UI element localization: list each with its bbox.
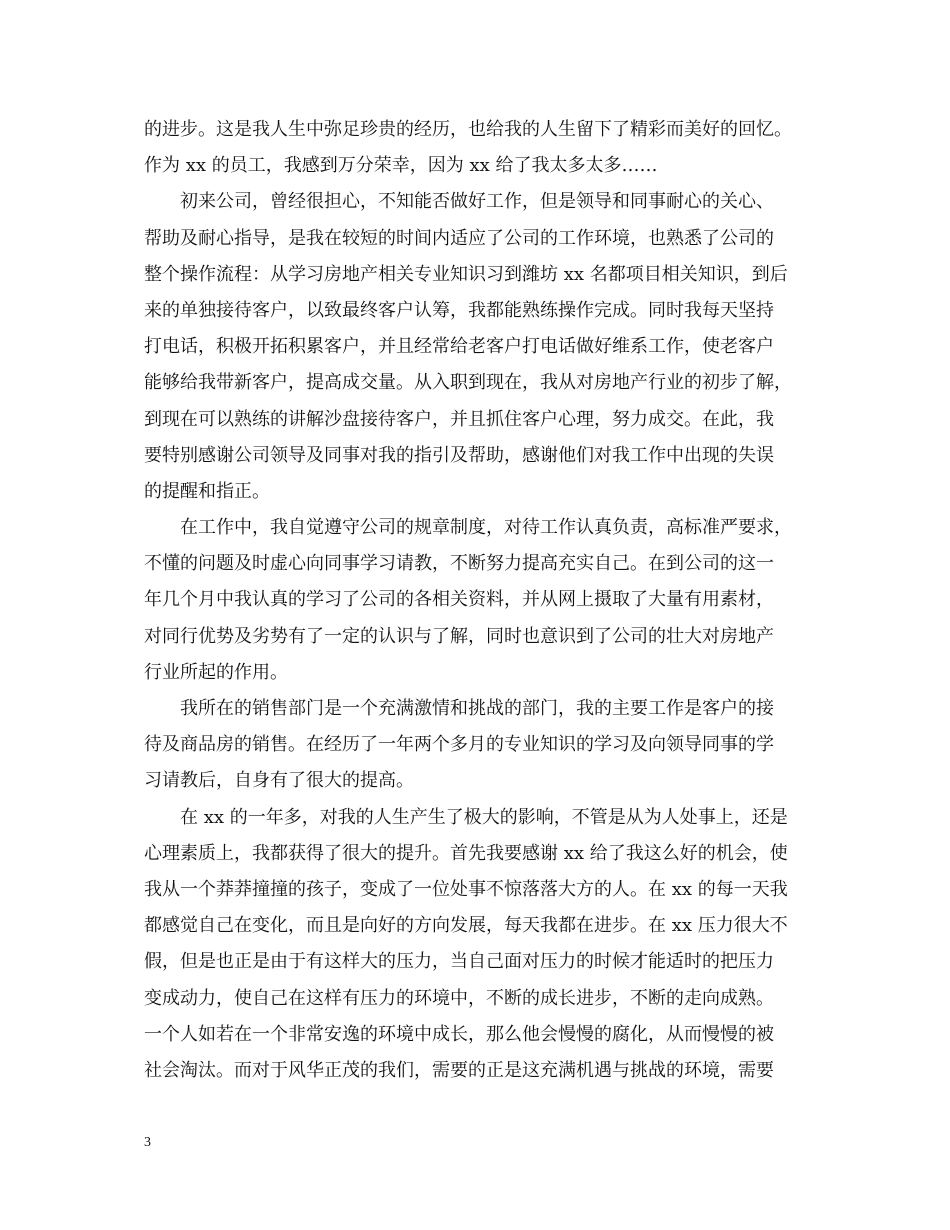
paragraph xyxy=(144,510,808,691)
text-line: 帮助及耐心指导，是我在较短的时间内适应了公司的工作环境，也熟悉了公司的 xyxy=(144,227,774,249)
text-line: 一个人如若在一个非常安逸的环境中成长，那么他会慢慢的腐化，从而慢慢的被 xyxy=(144,1023,774,1045)
text-line: 在 xx 的一年多，对我的人生产生了极大的影响，不管是从为人处事上，还是 xyxy=(180,806,788,828)
text-line: 能够给我带新客户，提高成交量。从入职到现在，我从对房地产行业的初步了解， xyxy=(144,372,792,394)
text-line: 的进步。这是我人生中弥足珍贵的经历，也给我的人生留下了精彩而美好的回忆。 xyxy=(144,119,792,140)
text-line: 习请教后，自身有了很大的提高。 xyxy=(144,770,414,792)
paragraph xyxy=(144,800,808,1090)
text-line: 都感觉自己在变化，而且是向好的方向发展，每天我都在进步。在 xx 压力很大不 xyxy=(144,915,788,937)
text-line: 我所在的销售部门是一个充满激情和挑战的部门，我的主要工作是客户的接 xyxy=(180,698,774,719)
text-line: 对同行优势及劣势有了一定的认识与了解，同时也意识到了公司的壮大对房地产 xyxy=(144,625,774,647)
text-line: 作为 xx 的员工，我感到万分荣幸，因为 xx 给了我太多太多…… xyxy=(144,155,658,177)
text-line: 变成动力，使自己在这样有压力的环境中，不断的成长进步，不断的走向成熟。 xyxy=(144,987,774,1009)
document-body xyxy=(144,112,808,1089)
text-line: 行业所起的作用。 xyxy=(144,661,288,683)
text-line: 社会淘汰。而对于风华正茂的我们，需要的正是这充满机遇与挑战的环境，需要 xyxy=(144,1059,774,1081)
page-number: 3 xyxy=(144,1135,151,1150)
text-line: 来的单独接待客户，以致最终客户认筹，我都能熟练操作完成。同时我每天坚持 xyxy=(144,299,774,321)
paragraph xyxy=(144,112,808,184)
text-line: 假，但是也正是由于有这样大的压力，当自己面对压力的时候才能适时的把压力 xyxy=(144,951,774,973)
text-line: 初来公司，曾经很担心，不知能否做好工作，但是领导和同事耐心的关心、 xyxy=(180,191,774,213)
text-line: 打电话，积极开拓积累客户，并且经常给老客户打电话做好维系工作，使老客户 xyxy=(144,336,774,358)
text-line: 心理素质上，我都获得了很大的提升。首先我要感谢 xx 给了我这么好的机会，使 xyxy=(144,842,788,864)
text-line: 待及商品房的销售。在经历了一年两个多月的专业知识的学习及向领导同事的学 xyxy=(144,734,774,756)
paragraph xyxy=(144,184,808,510)
text-line: 到现在可以熟练的讲解沙盘接待客户，并且抓住客户心理，努力成交。在此，我 xyxy=(144,408,774,430)
text-line: 不懂的问题及时虚心向同事学习请教，不断努力提高充实自己。在到公司的这一 xyxy=(144,553,774,575)
text-line: 的提醒和指正。 xyxy=(144,480,270,502)
text-line: 整个操作流程：从学习房地产相关专业知识习到潍坊 xx 名都项目相关知识，到后 xyxy=(144,263,788,285)
text-line: 在工作中，我自觉遵守公司的规章制度，对待工作认真负责，高标准严要求， xyxy=(180,517,792,539)
text-line: 要特别感谢公司领导及同事对我的指引及帮助，感谢他们对我工作中出现的失误 xyxy=(144,444,774,466)
text-line: 我从一个莽莽撞撞的孩子，变成了一位处事不惊落落大方的人。在 xx 的每一天我 xyxy=(144,878,788,900)
paragraph xyxy=(144,691,808,800)
text-line: 年几个月中我认真的学习了公司的各相关资料，并从网上摄取了大量有用素材， xyxy=(144,589,774,611)
